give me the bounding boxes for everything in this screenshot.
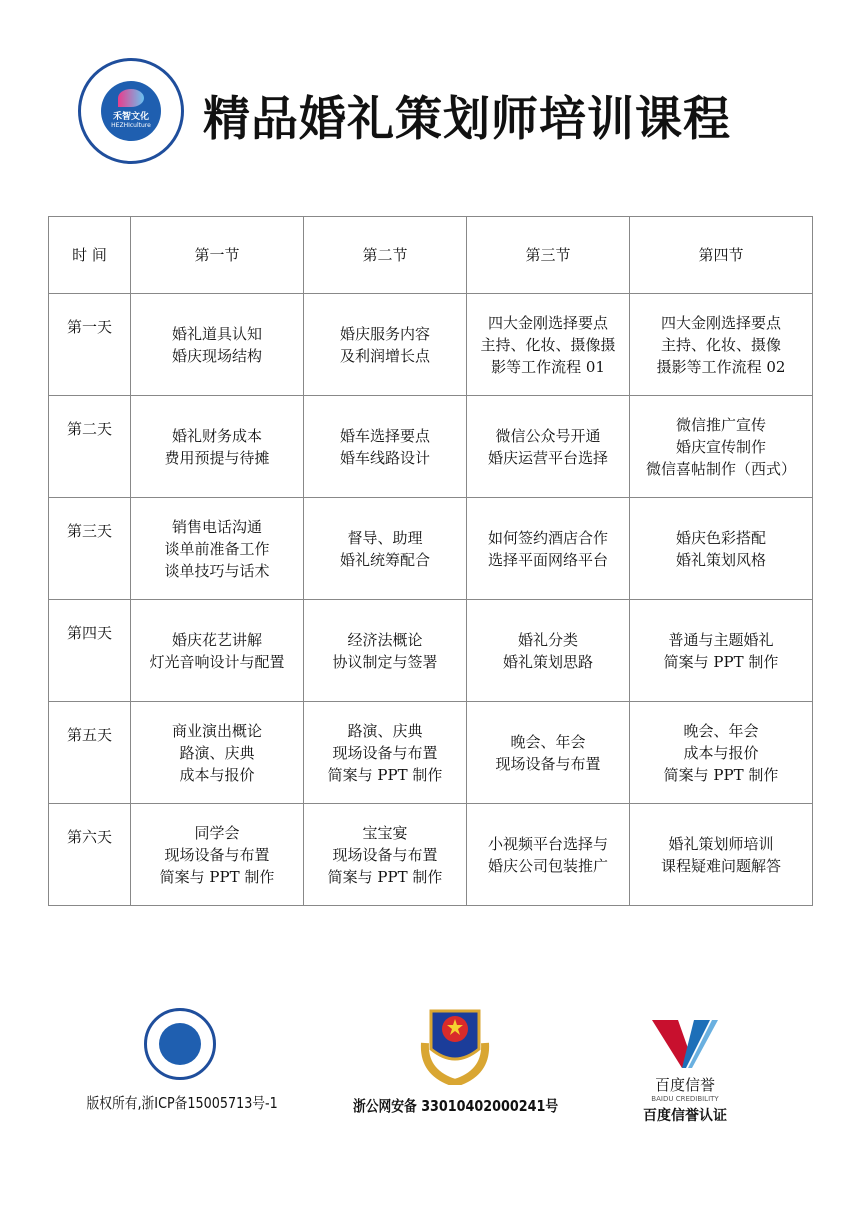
course-cell: 婚庆色彩搭配 婚礼策划风格	[630, 498, 813, 600]
course-cell: 婚礼财务成本 费用预提与待摊	[131, 396, 304, 498]
course-cell: 小视频平台选择与 婚庆公司包装推广	[467, 804, 630, 906]
day-label: 第六天	[49, 804, 131, 906]
course-cell: 商业演出概论 路演、庆典 成本与报价	[131, 702, 304, 804]
footer-baidu	[630, 1018, 740, 1125]
course-cell: 婚礼分类 婚礼策划思路	[467, 600, 630, 702]
course-cell: 普通与主题婚礼 简案与 PPT 制作	[630, 600, 813, 702]
course-cell: 四大金刚选择要点 主持、化妆、摄像 摄影等工作流程 02	[630, 294, 813, 396]
course-cell: 四大金刚选择要点 主持、化妆、摄像摄 影等工作流程 01	[467, 294, 630, 396]
baidu-brand-text: 百度信誉	[654, 1076, 715, 1094]
column-header: 第四节	[630, 217, 813, 294]
day-label: 第三天	[49, 498, 131, 600]
course-cell: 婚庆服务内容 及利润增长点	[304, 294, 467, 396]
page-title: 精品婚礼策划师培训课程	[203, 92, 731, 147]
course-cell: 宝宝宴 现场设备与布置 简案与 PPT 制作	[304, 804, 467, 906]
course-cell: 晚会、年会 现场设备与布置	[467, 702, 630, 804]
course-cell: 晚会、年会 成本与报价 简案与 PPT 制作	[630, 702, 813, 804]
day-label: 第一天	[49, 294, 131, 396]
course-cell: 微信公众号开通 婚庆运营平台选择	[467, 396, 630, 498]
footer-hezhi-logo	[144, 1008, 216, 1080]
course-cell: 婚车选择要点 婚车线路设计	[304, 396, 467, 498]
footer-police	[335, 1003, 575, 1116]
course-cell: 经济法概论 协议制定与签署	[304, 600, 467, 702]
course-cell: 婚礼策划师培训 课程疑难问题解答	[630, 804, 813, 906]
logo-en-text: HEZHIculture	[111, 122, 151, 129]
table-row	[49, 702, 813, 804]
column-header: 第三节	[467, 217, 630, 294]
column-header: 第二节	[304, 217, 467, 294]
course-cell: 婚庆花艺讲解 灯光音响设计与配置	[131, 600, 304, 702]
hezhi-logo	[78, 58, 184, 164]
copyright-text: 版权所有,浙ICP备15005713号-1	[86, 1094, 278, 1112]
day-label: 第四天	[49, 600, 131, 702]
footer-copyright	[70, 1008, 290, 1113]
course-cell: 如何签约酒店合作 选择平面网络平台	[467, 498, 630, 600]
police-record-text: 浙公网安备 33010402000241号	[353, 1097, 559, 1115]
course-cell: 微信推广宣传 婚庆宣传制作 微信喜帖制作（西式）	[630, 396, 813, 498]
course-cell: 销售电话沟通 谈单前准备工作 谈单技巧与话术	[131, 498, 304, 600]
day-label: 第二天	[49, 396, 131, 498]
course-cell: 路演、庆典 现场设备与布置 简案与 PPT 制作	[304, 702, 467, 804]
table-row	[49, 600, 813, 702]
logo-cn-text: 禾智文化	[112, 112, 149, 122]
table-row	[49, 498, 813, 600]
course-cell: 督导、助理 婚礼统筹配合	[304, 498, 467, 600]
column-header: 第一节	[131, 217, 304, 294]
day-label: 第五天	[49, 702, 131, 804]
logo-swoosh-icon	[118, 89, 144, 107]
table-header-row	[49, 217, 813, 294]
baidu-cert-text: 百度信誉认证	[643, 1108, 727, 1124]
table-row	[49, 804, 813, 906]
course-cell: 同学会 现场设备与布置 简案与 PPT 制作	[131, 804, 304, 906]
course-table	[48, 216, 813, 906]
column-header: 时 间	[49, 217, 131, 294]
police-emblem-icon	[415, 1003, 495, 1085]
course-cell: 婚礼道具认知 婚庆现场结构	[131, 294, 304, 396]
baidu-en-text: BAIDU CREDIBILITY	[651, 1095, 719, 1103]
table-row	[49, 396, 813, 498]
table-row	[49, 294, 813, 396]
baidu-v-icon	[650, 1018, 720, 1070]
